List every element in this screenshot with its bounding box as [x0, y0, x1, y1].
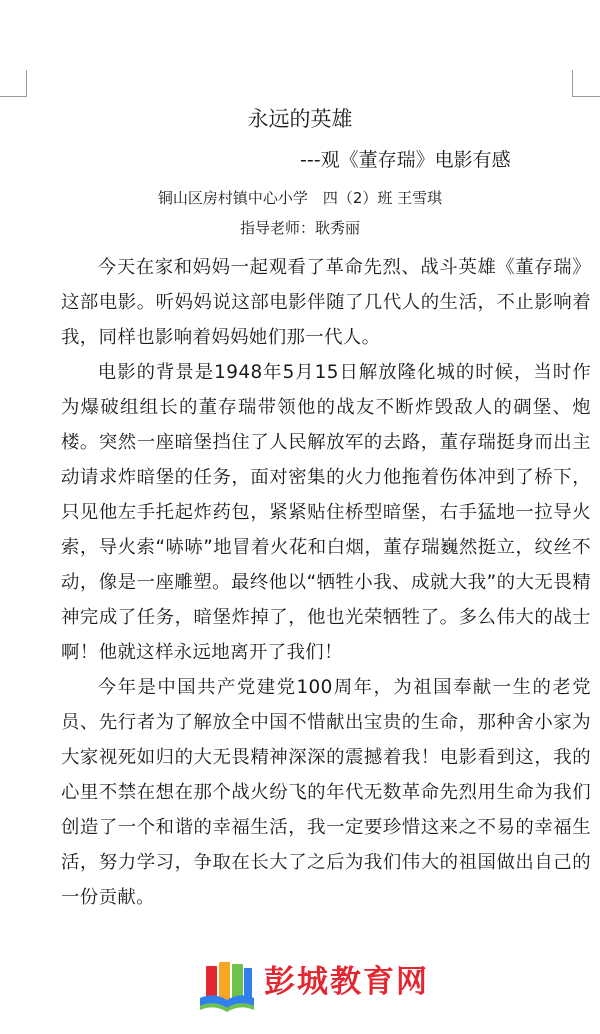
teacher-line: 指导老师：耿秀丽 [239, 219, 360, 237]
site-watermark-logo [198, 956, 428, 1016]
document-subtitle: ---观《董存瑞》电影有感 [300, 149, 511, 171]
crop-mark-top-left [0, 70, 27, 97]
body-paragraph-1: 今天在家和妈妈一起观看了革命先烈、战斗英雄《董存瑞》这部电影。听妈妈说这部电影伴随了几代人的生活，不止影响着我，同样也影响着妈妈她们那一代人。 [61, 257, 591, 348]
document-body [61, 250, 591, 915]
body-paragraph-2: 电影的背景是1948年5月15日解放隆化城的时候，当时作为爆破组组长的董存瑞带领他的战友不断炸毁敌人的碉堡、炮楼。突然一座暗堡挡住了人民解放军的去路，董存瑞挺身而出主动请求炸暗堡的任务，面对密集的火力他拖着伤体冲到了桥下，只见他左手托起炸药包，紧紧贴住桥型暗堡，右手猛地一拉导火索，导火索“哧哧”地冒着火花和白烟，董存瑞巍然挺立，纹丝不动，像是一座雕塑。最终他以“牺牲小我、成就大我”的大无畏精神完成了任务，暗堡炸掉了，他也光荣牺牲了。多么伟大的战士啊！他就这样永远地离开了我们！ [61, 362, 591, 663]
colorful-book-icon [198, 956, 256, 1014]
document-title: 永远的英雄 [247, 107, 353, 131]
body-paragraph-3: 今年是中国共产党建党100周年，为祖国奉献一生的老党员、先行者为了解放全中国不惜献出宝贵的生命，那种舍小家为大家视死如归的大无畏精神深深的震撼着我！电影看到这，我的心里不禁在想在那个战火纷飞的年代无数革命先烈用生命为我们创造了一个和谐的幸福生活，我一定要珍惜这来之不易的幸福生活，努力学习，争取在长大了之后为我们伟大的祖国做出自己的一份贡献。 [61, 677, 591, 908]
crop-mark-top-right [572, 70, 600, 97]
author-line: 铜山区房村镇中心小学 四（2）班 王雪琪 [157, 189, 443, 207]
watermark-text: 彭城教育网 [264, 964, 429, 1000]
